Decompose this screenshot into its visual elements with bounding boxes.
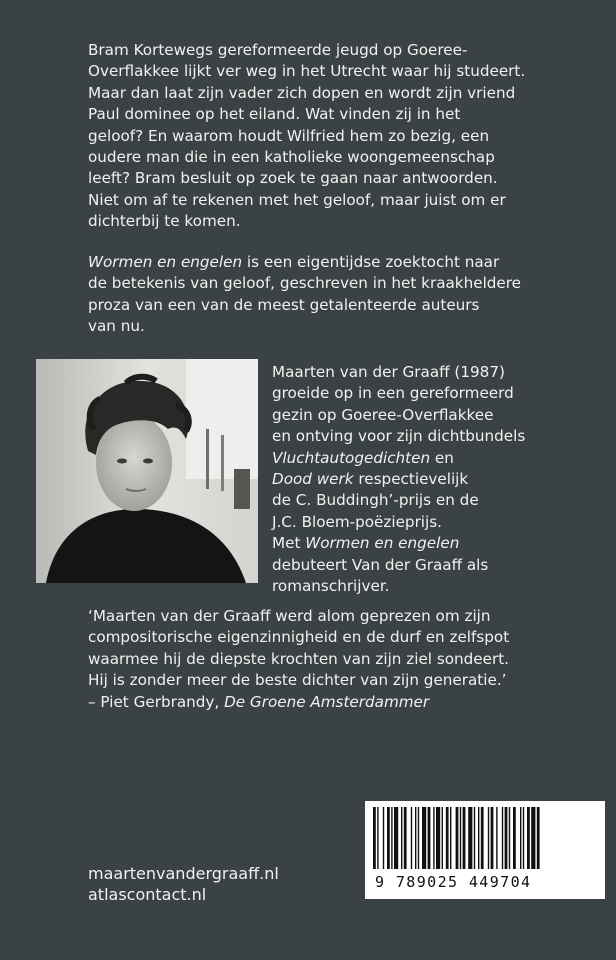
text-line: Niet om af te rekenen met het geloof, maar juist om er [88, 190, 506, 209]
review-source: De Groene Amsterdammer [224, 692, 430, 711]
book-title: Wormen en engelen [88, 253, 243, 271]
text-line [88, 252, 548, 273]
text-line: de C. Buddingh’-prijs en de [272, 491, 479, 510]
text-line: de betekenis van geloof, geschreven in het kraakheldere [88, 274, 522, 293]
author-portrait-image [36, 359, 258, 583]
text-line: Bram Kortewegs gereformeerde jeugd op Goeree- [88, 41, 468, 59]
text-line: geloof? En waarom houdt Wilfried hem zo bezig, een [88, 126, 490, 145]
text-line: Maarten van der Graaff (1987) [272, 363, 505, 381]
text-line: leeft? Bram besluit op zoek te gaan naar antwoorden. [88, 169, 498, 188]
text-fragment: is een eigentijdse zoektocht naar [242, 253, 500, 271]
author-website-link[interactable]: maartenvandergraaff.nl [88, 864, 279, 883]
collection-title: Vluchtautogedichten [272, 448, 431, 467]
review-attribution [88, 692, 608, 713]
isbn-barcode [365, 801, 605, 899]
text-line: waarmee hij de diepste krochten van zijn ziel sondeert. [88, 649, 510, 668]
text-line [272, 448, 592, 469]
collection-title: Dood werk [272, 470, 354, 489]
text-line: en ontving voor zijn dichtbundels [272, 427, 526, 446]
text-line: oudere man die in een katholieke woongemeenschap [88, 148, 495, 167]
text-line [272, 469, 592, 490]
text-line: romanschrijver. [272, 577, 390, 596]
text-line: dichterbij te komen. [88, 212, 241, 231]
publisher-website-link[interactable]: atlascontact.nl [88, 885, 207, 904]
text-fragment: respectievelijk [353, 470, 469, 489]
text-line: J.C. Bloem-poëzieprijs. [272, 512, 442, 531]
isbn-digits: 9 789025 449704 [375, 873, 532, 891]
text-line [272, 533, 592, 554]
text-line: Paul dominee op het eiland. Wat vinden zij in het [88, 105, 461, 124]
text-line: gezin op Goeree-Overflakkee [272, 405, 494, 424]
website-links [88, 863, 388, 905]
text-line: Maar dan laat zijn vader zich dopen en wordt zijn vriend [88, 83, 516, 102]
text-line: ‘Maarten van der Graaff werd alom geprezen om zijn [88, 607, 491, 625]
text-line: compositorische eigenzinnigheid en de durf en zelfspot [88, 628, 510, 647]
text-line: debuteert Van der Graaff als [272, 555, 489, 574]
text-fragment: en [430, 448, 454, 467]
author-bio [272, 362, 592, 597]
blurb-paragraph [88, 252, 548, 338]
text-line: van nu. [88, 317, 145, 336]
review-quote [88, 606, 608, 713]
author-photo [36, 359, 258, 583]
text-line: proza van een van de meest getalenteerde auteurs [88, 295, 480, 314]
book-title: Wormen en engelen [305, 534, 460, 553]
synopsis-paragraph [88, 40, 588, 233]
text-fragment: Met [272, 534, 306, 553]
text-line: Overflakkee lijkt ver weg in het Utrecht waar hij studeert. [88, 62, 526, 81]
text-line: groeide op in een gereformeerd [272, 384, 514, 403]
reviewer-name: – Piet Gerbrandy, [88, 692, 225, 711]
text-line: Hij is zonder meer de beste dichter van zijn generatie.’ [88, 671, 507, 690]
